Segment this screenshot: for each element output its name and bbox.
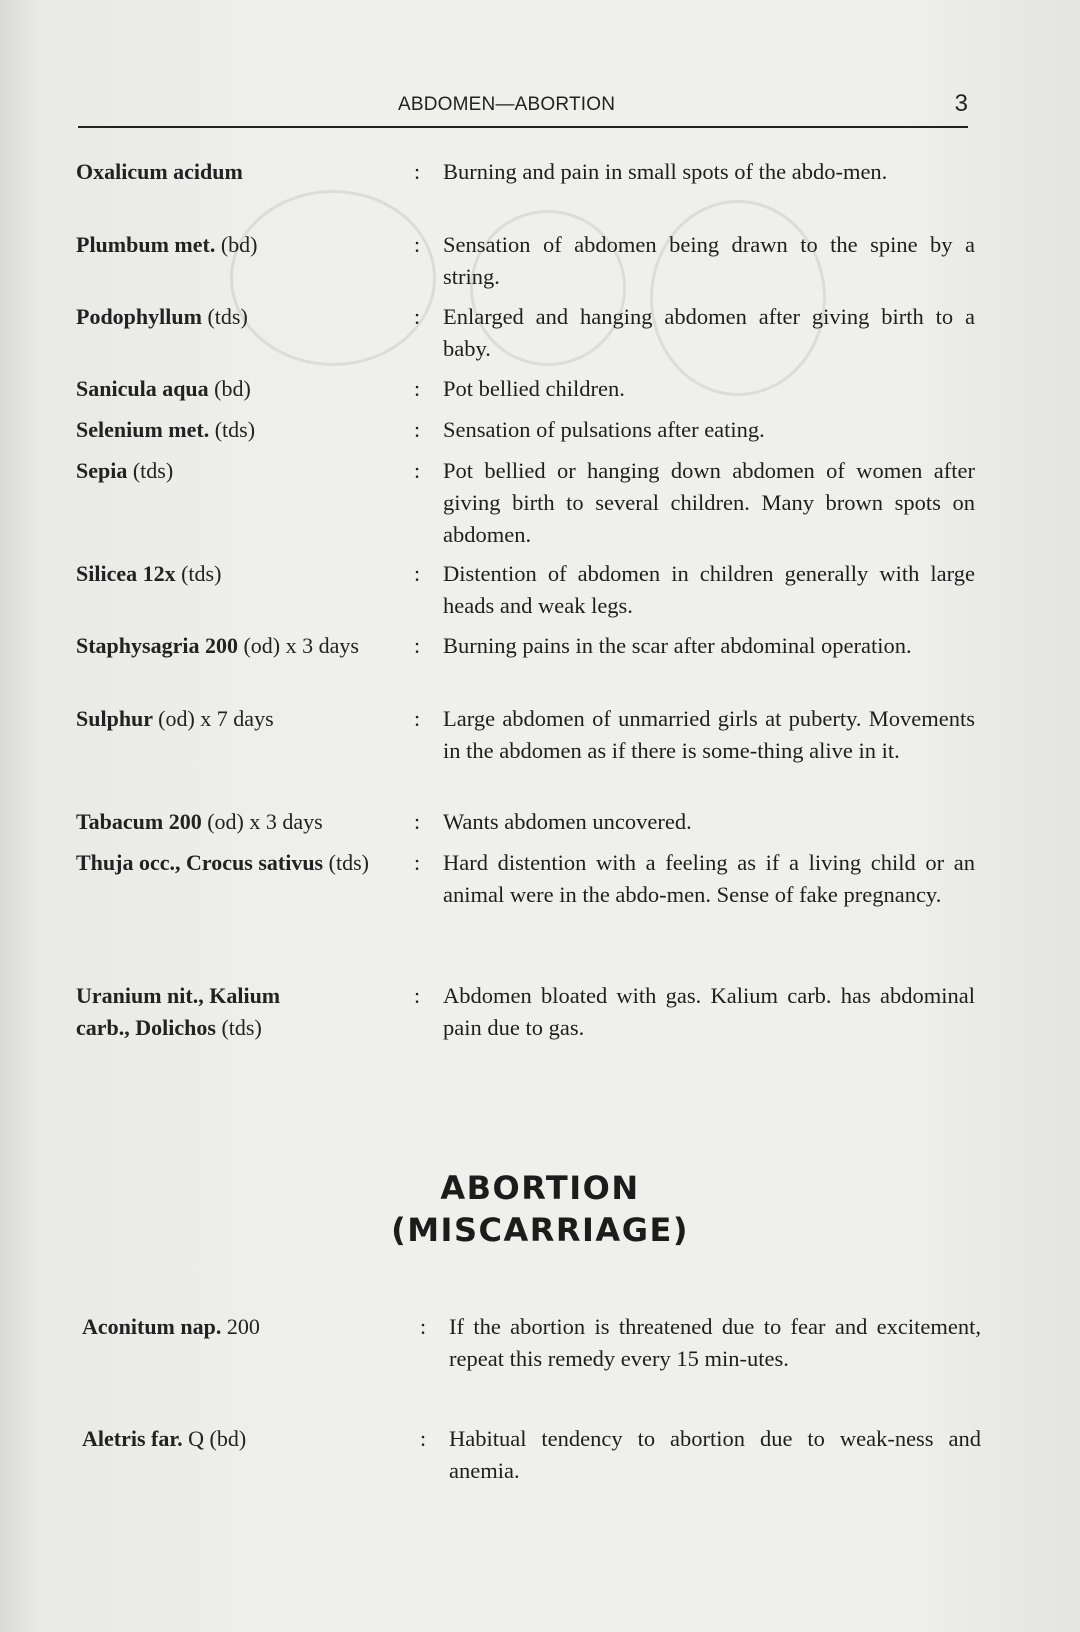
remedy-name: Staphysagria 200 (od) x 3 days bbox=[76, 633, 359, 658]
remedy-description: Enlarged and hanging abdomen after giving birth to a baby. bbox=[443, 304, 975, 361]
separator: : bbox=[414, 159, 421, 184]
separator: : bbox=[414, 304, 421, 329]
separator: : bbox=[420, 1314, 427, 1339]
running-header bbox=[78, 90, 968, 128]
remedy-description: Pot bellied children. bbox=[443, 376, 625, 401]
separator: : bbox=[414, 458, 421, 483]
remedy-description: Habitual tendency to abortion due to weak-ness and anemia. bbox=[449, 1426, 981, 1483]
remedy-description: Sensation of pulsations after eating. bbox=[443, 417, 765, 442]
remedy-description: If the abortion is threatened due to fear and excitement, repeat this remedy every 15 min-utes. bbox=[449, 1314, 981, 1371]
separator: : bbox=[414, 417, 421, 442]
remedy-description: Pot bellied or hanging down abdomen of women after giving birth to several children. Many brown spots on abdomen. bbox=[443, 458, 975, 547]
section-heading-abortion: ABORTION bbox=[440, 1169, 640, 1207]
separator: : bbox=[414, 232, 421, 257]
remedy-name: Oxalicum acidum bbox=[76, 159, 243, 184]
remedy-name: Aconitum nap. 200 bbox=[82, 1314, 260, 1339]
remedy-name: Silicea 12x (tds) bbox=[76, 561, 222, 586]
separator: : bbox=[414, 850, 421, 875]
remedy-name: Thuja occ., Crocus sativus (tds) bbox=[76, 850, 369, 875]
separator: : bbox=[414, 633, 421, 658]
remedy-name: Plumbum met. (bd) bbox=[76, 232, 258, 257]
separator: : bbox=[414, 983, 421, 1008]
remedy-description: Sensation of abdomen being drawn to the spine by a string. bbox=[443, 232, 975, 289]
remedy-name: Sepia (tds) bbox=[76, 458, 174, 483]
separator: : bbox=[414, 376, 421, 401]
remedy-name: Aletris far. Q (bd) bbox=[82, 1426, 247, 1451]
remedy-description: Burning pains in the scar after abdominal operation. bbox=[443, 633, 912, 658]
running-title: ABDOMEN—ABORTION bbox=[398, 94, 616, 115]
remedy-description: Large abdomen of unmarried girls at puberty. Movements in the abdomen as if there is some-thing alive in it. bbox=[443, 706, 975, 763]
remedy-name: Podophyllum (tds) bbox=[76, 304, 248, 329]
section-heading-miscarriage: (MISCARRIAGE) bbox=[391, 1211, 689, 1249]
remedy-description: Abdomen bloated with gas. Kalium carb. has abdominal pain due to gas. bbox=[443, 983, 975, 1040]
remedy-description: Hard distention with a feeling as if a living child or an animal were in the abdo-men. Sense of fake pregnancy. bbox=[443, 850, 975, 907]
separator: : bbox=[414, 561, 421, 586]
separator: : bbox=[414, 706, 421, 731]
remedy-name: Sanicula aqua (bd) bbox=[76, 376, 251, 401]
remedy-description: Distention of abdomen in children generally with large heads and weak legs. bbox=[443, 561, 975, 618]
remedy-name: Tabacum 200 (od) x 3 days bbox=[76, 809, 323, 834]
remedy-description: Burning and pain in small spots of the abdo-men. bbox=[443, 159, 888, 184]
remedy-name: Uranium nit., Kalium carb., Dolichos (tds) bbox=[76, 983, 281, 1040]
remedy-name: Selenium met. (tds) bbox=[76, 417, 256, 442]
remedy-name: Sulphur (od) x 7 days bbox=[76, 706, 274, 731]
page-number: 3 bbox=[954, 90, 968, 117]
remedy-description: Wants abdomen uncovered. bbox=[443, 809, 692, 834]
separator: : bbox=[420, 1426, 427, 1451]
separator: : bbox=[414, 809, 421, 834]
